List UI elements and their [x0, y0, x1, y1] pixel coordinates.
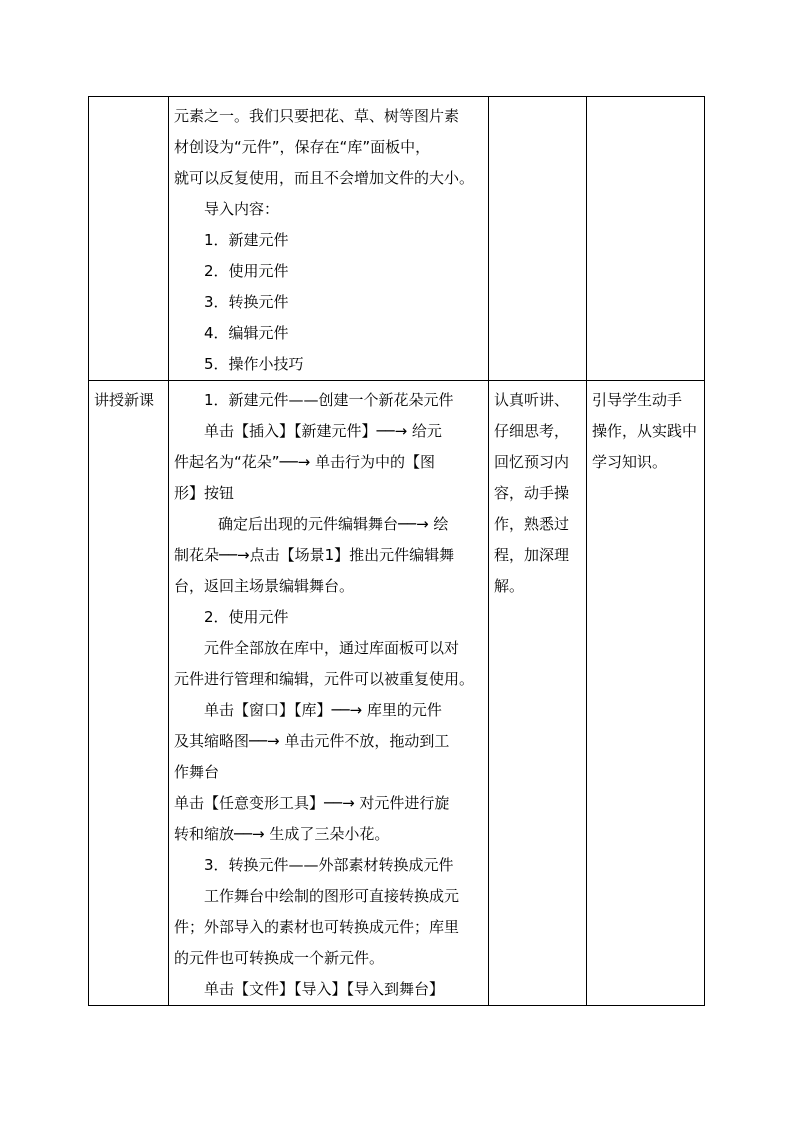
text-line: 2．使用元件	[204, 608, 289, 626]
text-line: 3．转换元件——外部素材转换成元件	[204, 856, 454, 874]
text-line: 仔细思考，	[494, 422, 570, 440]
row1-col1-text	[89, 97, 168, 101]
text-line: 单击【任意变形工具】──→ 对元件进行旋	[174, 794, 450, 812]
text-line: 学习知识。	[592, 453, 668, 471]
row2-col2-cell	[169, 381, 489, 1006]
text-line: 2．使用元件	[204, 262, 289, 280]
text-line: 元素之一。我们只要把花、草、树等图片素	[174, 107, 460, 125]
text-line: 台，返回主场景编辑舞台。	[174, 577, 355, 595]
text-line: 1．新建元件——创建一个新花朵元件	[204, 391, 454, 409]
table-row	[89, 381, 705, 1006]
text-line: 元件进行管理和编辑，元件可以被重复使用。	[174, 670, 475, 688]
text-line: 就可以反复使用，而且不会增加文件的大小。	[174, 169, 475, 187]
text-line: 件起名为“花朵”──→ 单击行为中的【图	[174, 453, 435, 471]
text-line: 确定后出现的元件编辑舞台──→ 绘	[218, 515, 449, 533]
text-line: 4．编辑元件	[204, 324, 289, 342]
lesson-plan-table	[88, 96, 705, 1006]
row2-content	[169, 381, 488, 1005]
text-line: 1．新建元件	[204, 231, 289, 249]
text-line: 形】按钮	[174, 484, 235, 502]
design-intent	[587, 381, 704, 478]
text-line: 作舞台	[174, 763, 220, 781]
row1-col3-cell	[489, 97, 587, 381]
text-line: 的元件也可转换成一个新元件。	[174, 949, 385, 967]
text-line: 材创设为“元件”，保存在“库”面板中，	[174, 138, 431, 156]
text-line: 单击【文件】【导入】【导入到舞台】	[204, 980, 445, 998]
row2-col4-cell	[587, 381, 705, 1006]
text-line: 作，熟悉过	[494, 515, 570, 533]
section-label: 讲授新课	[94, 391, 155, 409]
text-line: 件；外部导入的素材也可转换成元件；库里	[174, 918, 460, 936]
row1-col3-text	[489, 97, 586, 101]
text-line: 元件全部放在库中，通过库面板可以对	[204, 639, 460, 657]
row1-col4-text	[587, 97, 704, 101]
row1-col2-cell	[169, 97, 489, 381]
text-line: 及其缩略图──→ 单击元件不放，拖动到工	[174, 732, 450, 750]
row1-content	[169, 97, 488, 380]
text-line: 引导学生动手	[592, 391, 683, 409]
text-line: 程，加深理	[494, 546, 570, 564]
text-line: 导入内容：	[204, 200, 280, 218]
text-line: 单击【窗口】【库】──→ 库里的元件	[204, 701, 442, 719]
text-line: 认真听讲、	[494, 391, 570, 409]
table-row	[89, 97, 705, 381]
student-activity	[489, 381, 586, 602]
text-line: 转和缩放──→ 生成了三朵小花。	[174, 825, 390, 843]
row2-col1-cell	[89, 381, 169, 1006]
text-line: 制花朵──→点击【场景1】推出元件编辑舞	[174, 546, 455, 564]
row1-col4-cell	[587, 97, 705, 381]
row2-col3-cell	[489, 381, 587, 1006]
text-line: 工作舞台中绘制的图形可直接转换成元	[204, 887, 460, 905]
text-line: 3．转换元件	[204, 293, 289, 311]
text-line: 容，动手操	[494, 484, 570, 502]
text-line: 5．操作小技巧	[204, 355, 304, 373]
text-line: 操作，从实践中	[592, 422, 698, 440]
text-line: 解。	[494, 577, 525, 595]
text-line: 回忆预习内	[494, 453, 570, 471]
text-line: 单击【插入】【新建元件】──→ 给元	[204, 422, 442, 440]
row1-col1-cell	[89, 97, 169, 381]
